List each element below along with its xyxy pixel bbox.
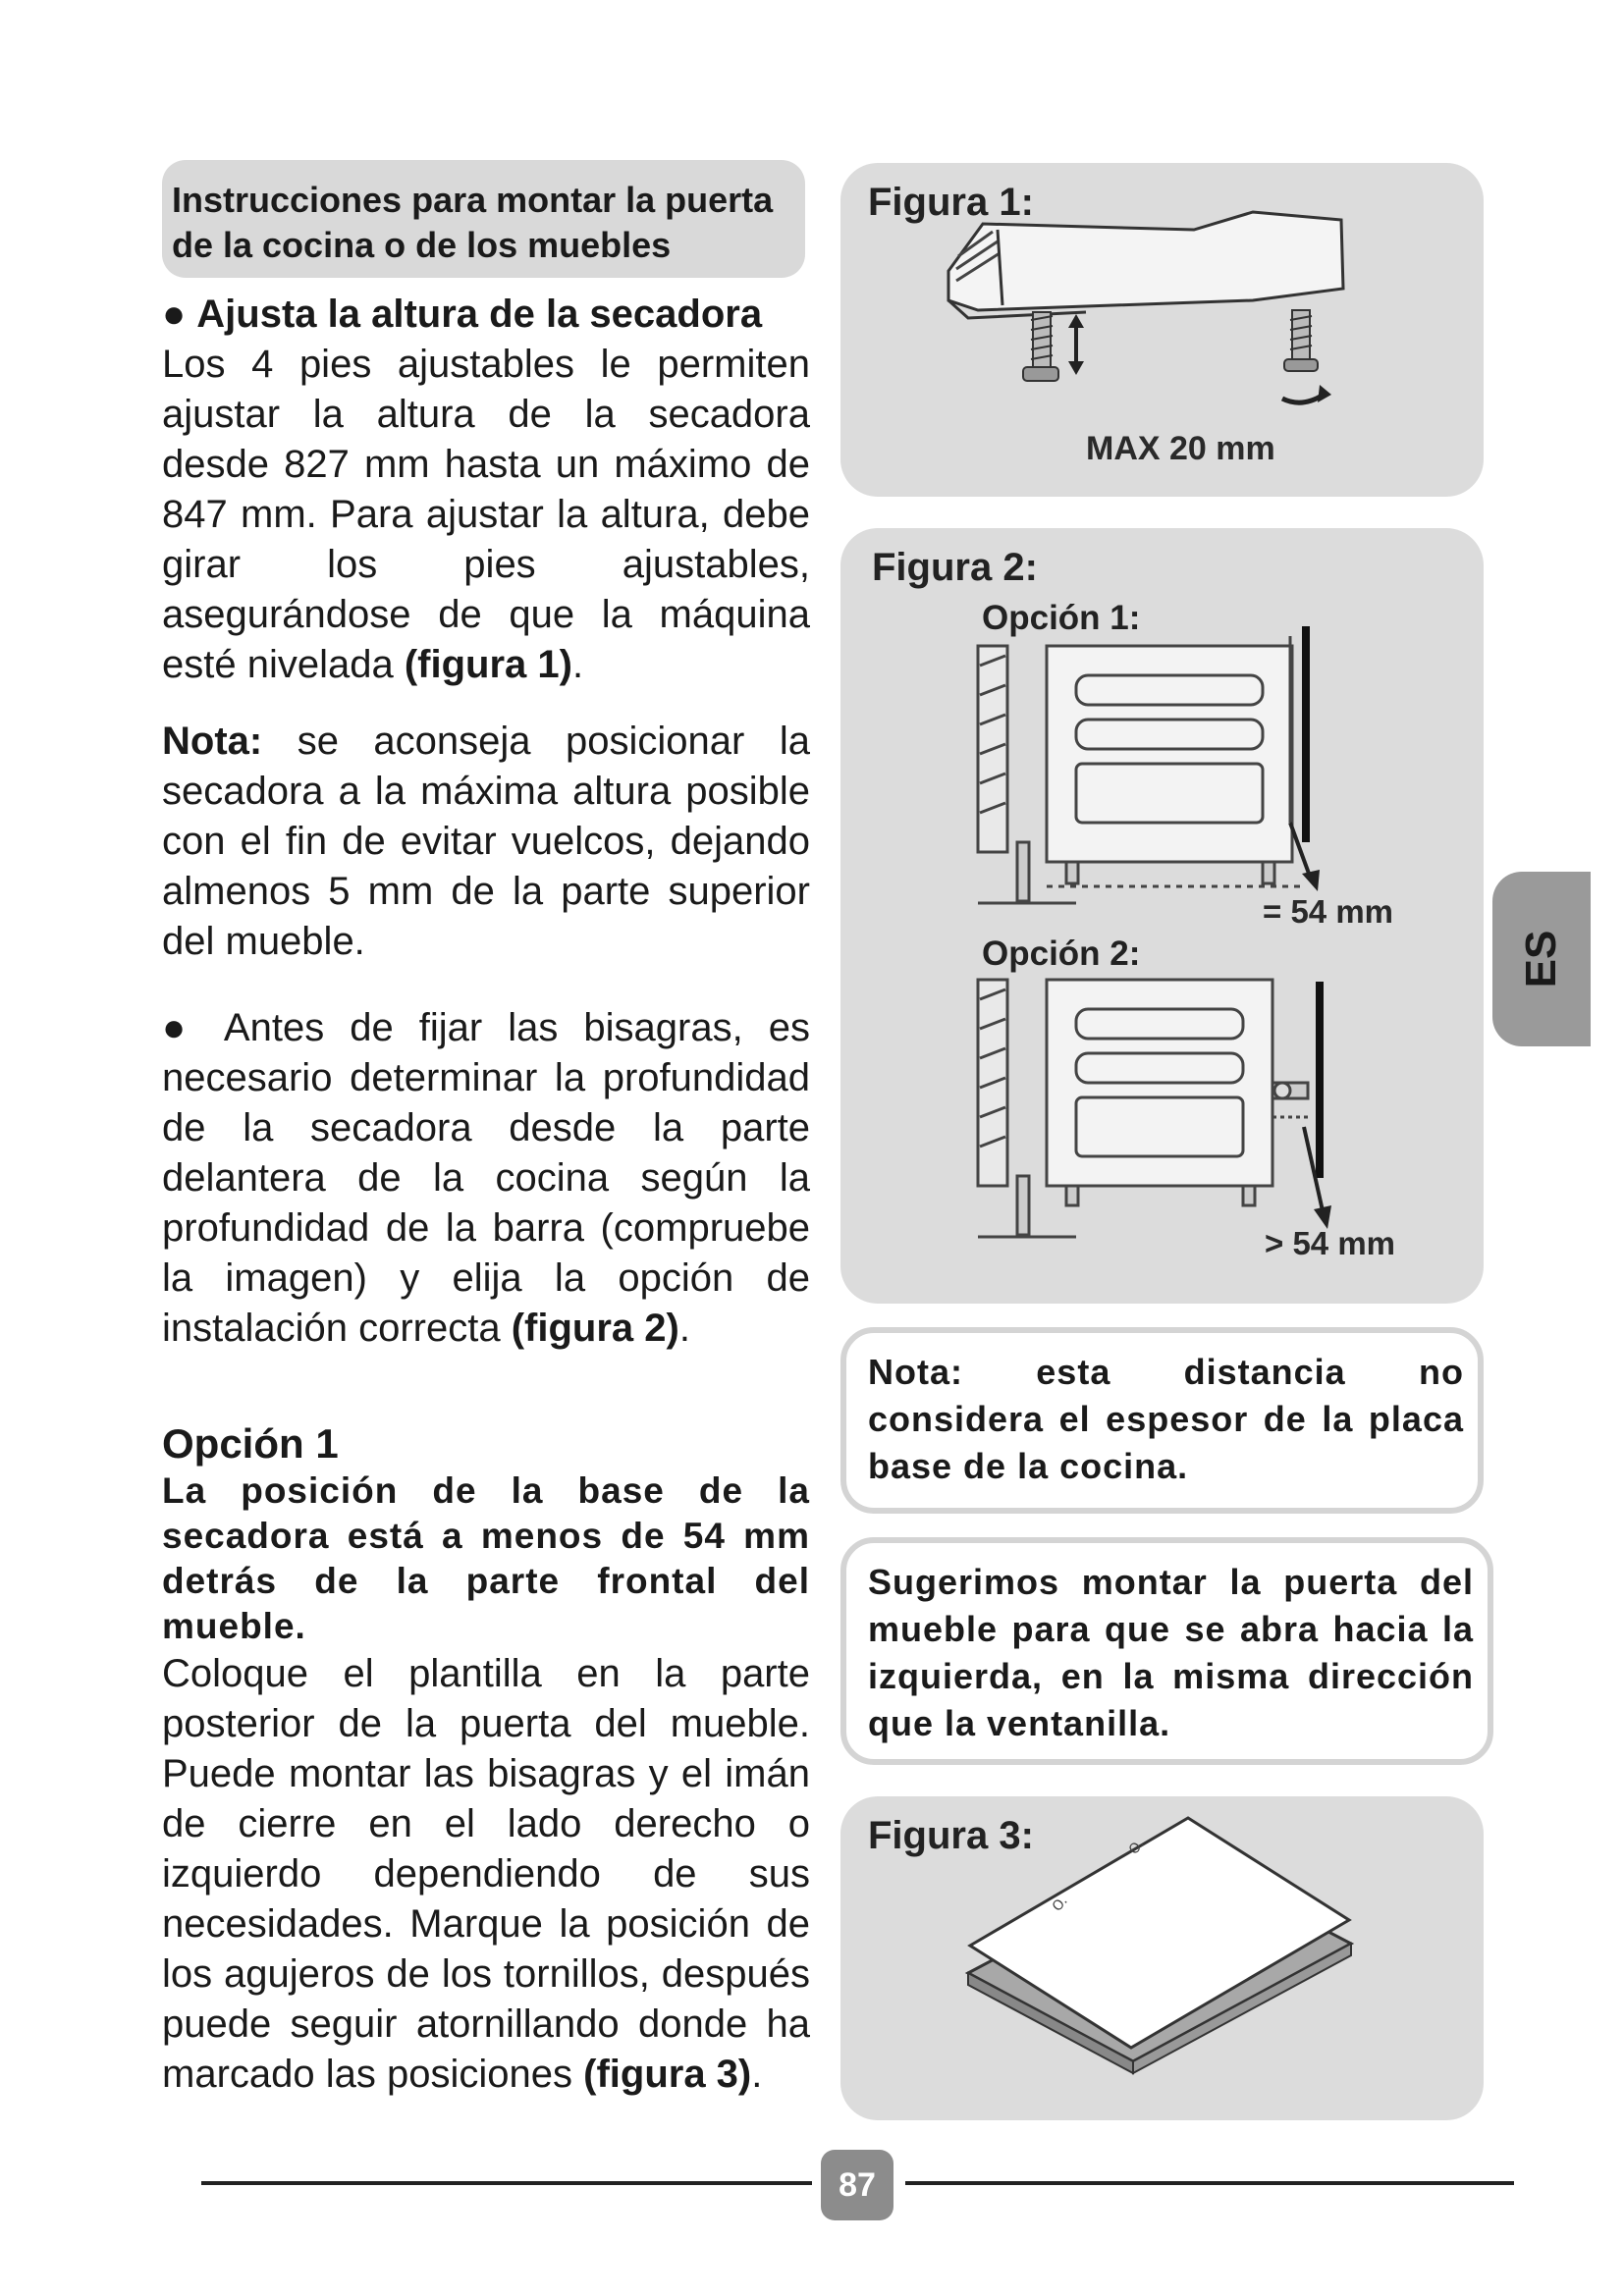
period: .: [678, 1307, 690, 1350]
option1-bold-text: La posición de la base de la secadora está a menos de 54 mm detrás de la parte frontal del mueble.: [162, 1470, 810, 1646]
language-tab-label: ES: [1517, 930, 1565, 988]
option1-title: Opción 1: [162, 1420, 339, 1467]
figure3-box: [840, 1796, 1484, 2120]
adjust-height-title: Ajusta la altura de la secadora: [196, 293, 763, 336]
suggestion-text: Sugerimos montar la puerta del mueble para que se abra hacia la izquierda, en la misma dirección que la ventanilla.: [868, 1562, 1474, 1743]
language-tab: [1492, 872, 1591, 1046]
bullet-icon: ●: [162, 1006, 201, 1049]
figure2-reference: (figura 2): [511, 1307, 679, 1350]
figure2-option1-value: = 54 mm: [1263, 893, 1393, 930]
period: .: [751, 2053, 763, 2096]
svg-text:O.: O.: [1049, 1893, 1071, 1915]
note-label: Nota:: [162, 720, 263, 763]
note-max-height: [162, 717, 810, 967]
figure2-option2-label: Opción 2:: [982, 934, 1141, 973]
option1-text: Coloque el plantilla en la parte posterior de la puerta del mueble. Puede montar las bisagras y el imán de cierre en el lado derecho o izquierdo dependiendo de sus necesidades. Marque la posición de los agujeros de los tornillos, después puede seguir atornillando donde ha marcado las posiciones: [162, 1652, 810, 2096]
figure1-box: [840, 163, 1484, 497]
figure2-option2-value: > 54 mm: [1265, 1225, 1395, 1261]
svg-text:O.: O.: [1125, 1836, 1148, 1858]
section-header: [162, 160, 805, 278]
section-option1: [162, 1418, 810, 2100]
figure1-max-label: MAX 20 mm: [1086, 430, 1275, 467]
section-hinges: [162, 1003, 859, 1354]
section-adjust-height: [162, 290, 810, 690]
note-thickness-text: Nota: esta distancia no considera el espesor de la placa base de la cocina.: [868, 1352, 1464, 1486]
figure2-option1-label: Opción 1:: [982, 599, 1141, 637]
figure1-title: Figura 1:: [868, 181, 1034, 224]
figure1-reference: (figura 1): [404, 643, 572, 686]
footer-rule-left: [201, 2181, 812, 2185]
figure3-illustration: [840, 1796, 1484, 2120]
bullet-icon: ●: [162, 293, 187, 336]
page-number: 87: [821, 2150, 893, 2220]
note-thickness-box: [840, 1327, 1484, 1514]
suggestion-box: [840, 1537, 1493, 1765]
section-header-line2: de la cocina o de los muebles: [172, 225, 672, 265]
hinges-text: Antes de fijar las bisagras, es necesario determinar la profundidad de la secadora desde la parte delantera de la cocina según la profundidad de la barra (compruebe la imagen) y elija la opción de instalación correcta: [162, 1006, 811, 1350]
period: .: [571, 643, 584, 686]
figure3-reference: (figura 3): [583, 2053, 752, 2096]
figure2-illustration: [840, 528, 1484, 1304]
figure2-box: [840, 528, 1484, 1304]
adjust-height-text: Los 4 pies ajustables le permiten ajustar la altura de la secadora desde 827 mm hasta un máximo de 847 mm. Para ajustar la altura, debe girar los pies ajustables, asegurándose de que la máquina esté nivelada: [162, 343, 810, 686]
figure2-title: Figura 2:: [872, 546, 1038, 589]
footer-rule-right: [905, 2181, 1514, 2185]
note-text: se aconseja posicionar la secadora a la máxima altura posible con el fin de evitar vuelcos, dejando almenos 5 mm de la parte superior del mueble.: [162, 720, 810, 963]
section-header-line1: Instrucciones para montar la puerta: [172, 180, 774, 220]
figure3-title: Figura 3:: [868, 1814, 1034, 1857]
